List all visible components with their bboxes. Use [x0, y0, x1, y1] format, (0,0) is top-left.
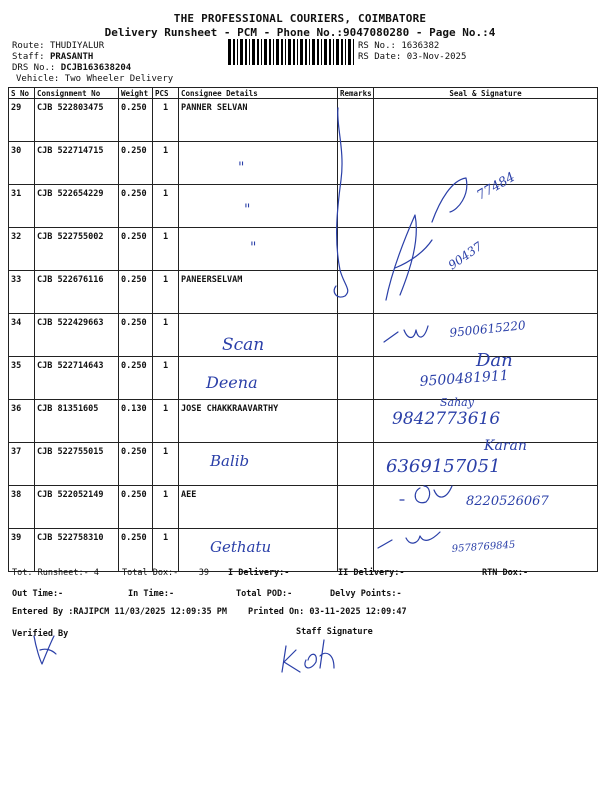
cell-pcs: 1 — [153, 486, 179, 529]
handwritten-name-35: Deena — [206, 373, 258, 392]
cell-sno: 35 — [9, 357, 35, 400]
cell-weight: 0.130 — [119, 400, 153, 443]
cell-pcs: 1 — [153, 271, 179, 314]
cell-pcs: 1 — [153, 529, 179, 572]
signature-name-37: Karan — [484, 438, 527, 454]
company-title: THE PROFESSIONAL COURIERS, COIMBATORE — [173, 12, 427, 25]
cell-sno: 36 — [9, 400, 35, 443]
rs-no-line: RS No.: 1636382 — [358, 41, 440, 51]
col-seal-signature: Seal & Signature — [374, 88, 598, 99]
cell-consignment-no: CJB 522654229 — [35, 185, 119, 228]
cell-weight: 0.250 — [119, 529, 153, 572]
signature-phone-37: 6369157051 — [386, 456, 501, 477]
vehicle-line: Vehicle: Two Wheeler Delivery — [16, 74, 174, 84]
rtn-dox: RTN Dox:- — [482, 568, 529, 578]
cell-consignment-no: CJB 81351605 — [35, 400, 119, 443]
cell-weight: 0.250 — [119, 357, 153, 400]
ditto-mark-32: " — [250, 240, 257, 256]
cell-pcs: 1 — [153, 443, 179, 486]
cell-consignment-no: CJB 522755002 — [35, 228, 119, 271]
cell-weight: 0.250 — [119, 443, 153, 486]
cell-consignment-no: CJB 522676116 — [35, 271, 119, 314]
cell-sno: 30 — [9, 142, 35, 185]
printed-on: Printed On: 03-11-2025 12:09:47 — [248, 607, 407, 617]
signature-number-32: 90437 — [445, 239, 486, 273]
total-pod: Total POD:- — [236, 589, 293, 599]
cell-pcs: 1 — [153, 99, 179, 142]
cell-weight: 0.250 — [119, 228, 153, 271]
cell-weight: 0.250 — [119, 99, 153, 142]
drs-line: DRS No.: DCJB163638204 — [12, 63, 132, 73]
cell-weight: 0.250 — [119, 142, 153, 185]
out-time: Out Time:- — [12, 589, 64, 599]
staff-signature-scribble — [282, 640, 334, 672]
route-line: Route: THUDIYALUR — [12, 41, 105, 51]
col-consignee: Consignee Details — [179, 88, 338, 99]
total-dox: Total Dox:- 39 — [122, 568, 210, 578]
signature-phone-35: 9500481911 — [419, 367, 510, 390]
signature-phone-34: 9500615220 — [448, 318, 527, 340]
cell-pcs: 1 — [153, 228, 179, 271]
cell-consignment-no: CJB 522714643 — [35, 357, 119, 400]
runsheet-subtitle: Delivery Runsheet - PCM - Phone No.:9047080280 - Page No.:4 — [104, 26, 496, 39]
ditto-mark-30: " — [238, 160, 245, 176]
delvy-points: Delvy Points:- — [330, 589, 402, 599]
cell-sno: 34 — [9, 314, 35, 357]
cell-consignee: AEE — [179, 486, 338, 529]
ii-delivery: II Delivery:- — [338, 568, 405, 578]
cell-pcs: 1 — [153, 400, 179, 443]
entered-by: Entered By :RAJIPCM 11/03/2025 12:09:35 PM — [12, 607, 227, 617]
cell-pcs: 1 — [153, 142, 179, 185]
cell-sno: 38 — [9, 486, 35, 529]
cell-consignment-no: CJB 522429663 — [35, 314, 119, 357]
signature-name-36: Sahay — [440, 396, 474, 409]
cell-weight: 0.250 — [119, 314, 153, 357]
col-weight: Weight — [119, 88, 153, 99]
cell-sno: 39 — [9, 529, 35, 572]
cell-consignment-no: CJB 522714715 — [35, 142, 119, 185]
ditto-mark-31: " — [244, 202, 251, 218]
signature-phone-38: 8220526067 — [466, 494, 549, 509]
cell-weight: 0.250 — [119, 185, 153, 228]
verified-by-label: Verified By — [12, 629, 69, 639]
tot-runsheet: Tot. Runsheet:- 4 — [12, 568, 100, 578]
cell-consignment-no: CJB 522755015 — [35, 443, 119, 486]
signature-number-31: 77484 — [474, 169, 518, 204]
col-remarks: Remarks — [338, 88, 374, 99]
cell-pcs: 1 — [153, 314, 179, 357]
cell-consignment-no: CJB 522052149 — [35, 486, 119, 529]
cell-sno: 29 — [9, 99, 35, 142]
cell-pcs: 1 — [153, 357, 179, 400]
cell-sno: 37 — [9, 443, 35, 486]
rs-date-line: RS Date: 03-Nov-2025 — [358, 52, 467, 62]
col-consignment: Consignment No — [35, 88, 119, 99]
cell-consignment-no: CJB 522758310 — [35, 529, 119, 572]
handwritten-name-39: Gethatu — [210, 538, 272, 556]
cell-weight: 0.250 — [119, 486, 153, 529]
signature-phone-39: 9578769845 — [451, 539, 516, 555]
signature-name-35: Dan — [476, 350, 513, 371]
verified-by-signature — [34, 636, 56, 664]
cell-sno: 33 — [9, 271, 35, 314]
cell-consignee: PANNER SELVAN — [179, 99, 338, 142]
i-delivery: I Delivery:- — [228, 568, 290, 578]
cell-weight: 0.250 — [119, 271, 153, 314]
cell-sno: 32 — [9, 228, 35, 271]
col-pcs: PCS — [153, 88, 179, 99]
staff-line: Staff: PRASANTH — [12, 52, 94, 62]
cell-pcs: 1 — [153, 185, 179, 228]
staff-signature-label: Staff Signature — [296, 627, 373, 637]
handwritten-name-34: Scan — [222, 335, 265, 355]
signature-phone-36: 9842773616 — [392, 409, 501, 429]
handwritten-name-37: Balib — [210, 452, 250, 470]
in-time: In Time:- — [128, 589, 175, 599]
cell-sno: 31 — [9, 185, 35, 228]
cell-consignee: PANEERSELVAM — [179, 271, 338, 314]
col-sno: S No — [9, 88, 35, 99]
cell-consignment-no: CJB 522803475 — [35, 99, 119, 142]
cell-consignee: JOSE CHAKKRAAVARTHY — [179, 400, 338, 443]
